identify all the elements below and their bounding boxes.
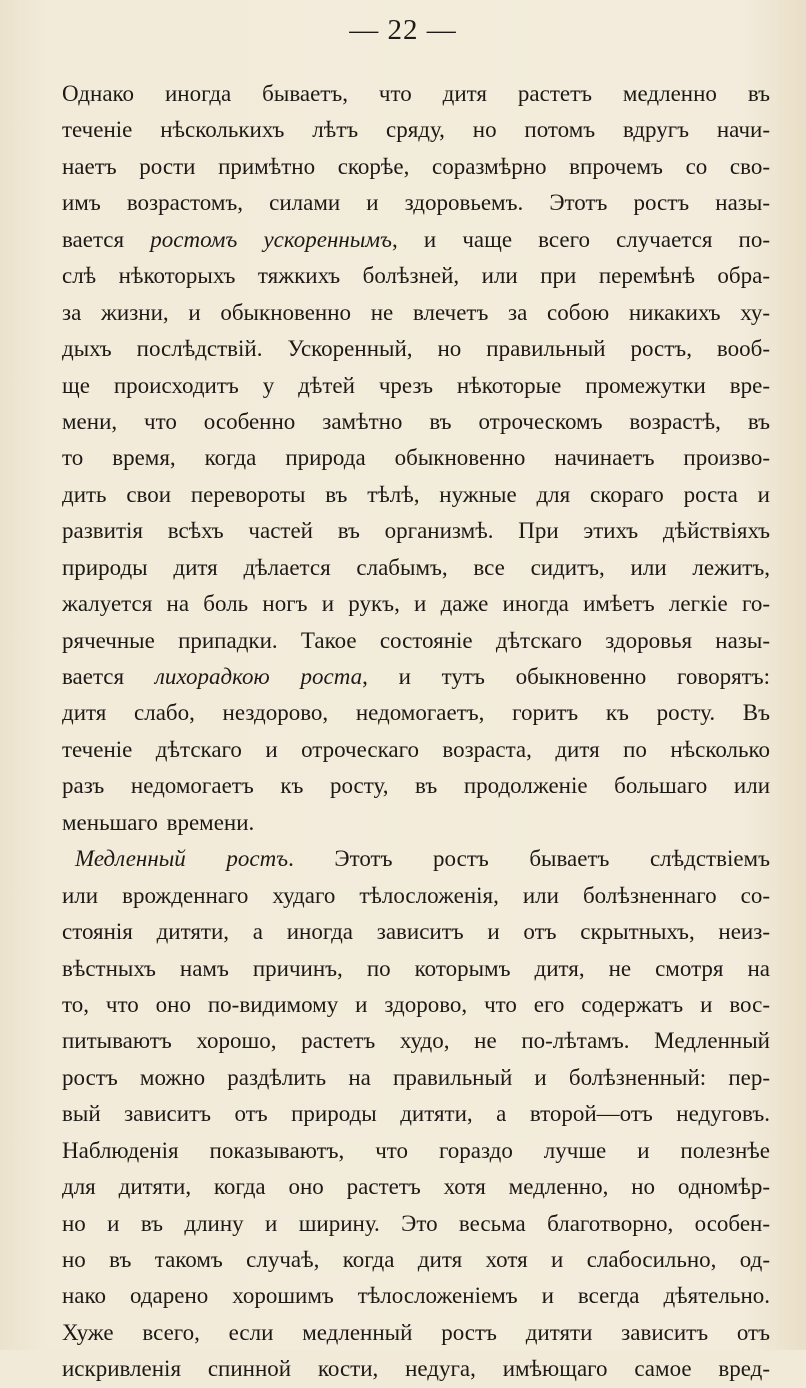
text-line: стоянія дитяти, а иногда зависитъ и отъ скрытныхъ, неиз-	[62, 919, 770, 945]
text-line: то, что оно по-видимому и здорово, что его содержатъ и вос-	[62, 991, 770, 1017]
text-line: разъ недомогаетъ къ росту, въ продолженіе большаго или	[62, 773, 770, 799]
text-segment: вается	[62, 226, 151, 252]
text-line: ще происходитъ у дѣтей чрезъ нѣкоторые промежутки вре-	[62, 372, 770, 398]
text-line: искривленія спинной кости, недуга, имѣющаго самое вред-	[62, 1356, 770, 1382]
text-line: природы дитя дѣлается слабымъ, все сидитъ, или лежитъ,	[62, 554, 770, 580]
text-line: меньшаго времени.	[62, 809, 255, 835]
text-line: Хуже всего, если медленный ростъ дитяти зависитъ отъ	[62, 1319, 770, 1345]
text-line	[62, 659, 770, 695]
text-line: но въ такомъ случаѣ, когда дитя хотя и слабосильно, од-	[62, 1247, 770, 1272]
italic-term: ростомъ ускореннымъ	[150, 226, 392, 252]
text-line: Наблюденія показываютъ, что гораздо лучше и полезнѣе	[62, 1137, 770, 1163]
text-segment: , и тутъ обыкновенно говорятъ:	[362, 664, 771, 689]
text-line	[62, 222, 770, 258]
italic-term: Медленный ростъ	[75, 846, 289, 872]
text-line: нако одарено хорошимъ тѣлосложеніемъ и всегда дѣятельно.	[62, 1283, 770, 1309]
text-line: дитя слабо, нездорово, недомогаетъ, горитъ къ росту. Въ	[62, 700, 770, 726]
text-line	[62, 841, 770, 877]
text-line: Однако иногда бываетъ, что дитя растетъ медленно въ	[62, 81, 770, 106]
text-line: развитія всѣхъ частей въ организмѣ. При этихъ дѣйствіяхъ	[62, 518, 770, 544]
text-line: ростъ можно раздѣлить на правильный и болѣзненный: пер-	[62, 1064, 770, 1090]
text-line: вѣстныхъ намъ причинъ, по которымъ дитя, не смотря на	[62, 955, 770, 981]
text-line: за жизни, и обыкновенно не влечетъ за собою никакихъ ху-	[62, 299, 770, 325]
text-line: дить свои перевороты въ тѣлѣ, нужные для скораго роста и	[62, 481, 770, 507]
text-line: мени, что особенно замѣтно въ отроческомъ возрастѣ, въ	[62, 408, 770, 434]
text-line: вый зависитъ отъ природы дитяти, а второй—отъ недуговъ.	[62, 1101, 770, 1127]
text-line: слѣ нѣкоторыхъ тяжкихъ болѣзней, или при перемѣнѣ обра-	[62, 263, 770, 289]
body-text	[62, 76, 770, 1388]
italic-term: лихорадкою роста	[154, 664, 363, 689]
page-number: — 22 —	[349, 14, 457, 46]
text-segment: . Этотъ ростъ бываетъ слѣдствіемъ	[288, 846, 770, 872]
text-line: дыхъ послѣдствій. Ускоренный, но правильный ростъ, вооб-	[62, 336, 770, 362]
text-line: или врожденнаго худаго тѣлосложенія, или болѣзненнаго со-	[62, 882, 770, 908]
text-line: питываютъ хорошо, растетъ худо, не по-лѣтамъ. Медленный	[62, 1028, 770, 1054]
text-line: для дитяти, когда оно растетъ хотя медленно, но одномѣр-	[62, 1174, 770, 1200]
text-line: теченіе нѣсколькихъ лѣтъ сряду, но потомъ вдругъ начи-	[62, 117, 770, 143]
text-line: наетъ рости примѣтно скорѣе, соразмѣрно впрочемъ со сво-	[62, 153, 770, 179]
text-segment: вается	[62, 664, 155, 689]
text-line: теченіе дѣтскаго и отроческаго возраста, дитя по нѣсколько	[62, 736, 770, 762]
text-line: рячечные припадки. Такое состояніе дѣтскаго здоровья назы-	[62, 627, 770, 653]
text-line: жалуется на боль ногъ и рукъ, и даже иногда имѣетъ легкіе го-	[62, 591, 770, 617]
text-segment: , и чаще всего случается по-	[391, 226, 771, 252]
text-line: то время, когда природа обыкновенно начинаетъ произво-	[62, 445, 770, 471]
text-line: но и въ длину и ширину. Это весьма благотворно, особен-	[62, 1210, 770, 1236]
text-line: имъ возрастомъ, силами и здоровьемъ. Этотъ ростъ назы-	[62, 190, 770, 216]
